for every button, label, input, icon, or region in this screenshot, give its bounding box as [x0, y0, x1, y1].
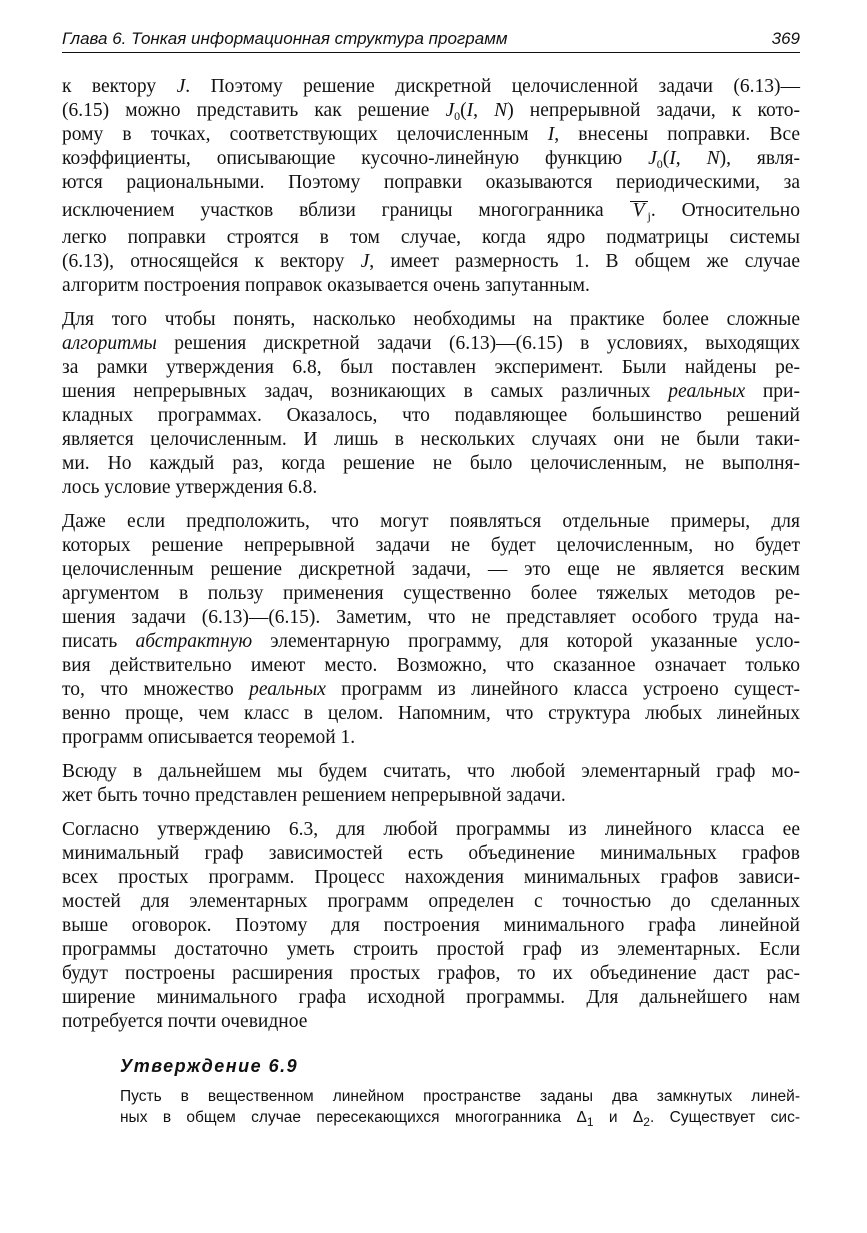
text-line: лось условие утверждения 6.8. [62, 477, 318, 498]
paragraph [62, 308, 800, 500]
text-line: кладных программах. Оказалось, что подавляющее большинство решений [62, 405, 800, 426]
text-line: целочисленным решение дискретной задачи, — это еще не является веским [62, 559, 800, 580]
text-line: алгоритм построения поправок оказывается очень запутанным. [62, 275, 590, 296]
page-number: 369 [771, 29, 800, 48]
text-line: ных в общем случае пересекающихся многогранника $\Delta_1$ и $\Delta_2$. Существует сис- [120, 1109, 800, 1129]
text-line: жет быть точно представлен решением непрерывной задачи. [62, 785, 566, 806]
italic-term: алгоритмы [62, 333, 157, 354]
text-line: то, что множество реальных программ из линейного класса устроено сущест- [62, 679, 800, 700]
text-line: Даже если предположить, что могут появляться отдельные примеры, для [62, 511, 800, 532]
text-line: (6.13), относящейся к вектору J, имеет размерность 1. В общем же случае [62, 251, 800, 272]
text-line: программ описывается теоремой 1. [62, 727, 356, 748]
text-line: которых решение непрерывной задачи не будет целочисленным, но будет [62, 535, 800, 556]
text-line: Для того чтобы понять, насколько необходимы на практике более сложные [62, 309, 800, 330]
text-line: потребуется почти очевидное [62, 1011, 308, 1032]
text-line: программы достаточно уметь строить простой граф из элементарных. Если [62, 939, 800, 960]
text-line: за рамки утверждения 6.8, был поставлен эксперимент. Были найдены ре- [62, 357, 800, 378]
book-page [62, 28, 800, 1128]
text-line: легко поправки строятся в том случае, когда ядро подматрицы системы [62, 227, 800, 248]
italic-term: N [494, 100, 508, 121]
italic-term: I [547, 124, 555, 145]
text-line: венно проще, чем класс в целом. Напомним, что структура любых линейных [62, 703, 800, 724]
text-line: аргументом в пользу применения существенно более тяжелых методов ре- [62, 583, 800, 604]
text-line: минимальный граф зависимостей есть объединение минимальных графов [62, 843, 800, 864]
italic-term: N [706, 148, 720, 169]
text-line: всех простых программ. Процесс нахождения минимальных графов зависи- [62, 867, 800, 888]
text-line: (6.15) можно представить как решение $J_0(I$, N) непрерывной задачи, к кото- [62, 100, 800, 123]
text-line: коэффициенты, описывающие кусочно-линейную функцию $J_0(I$, N), явля- [62, 148, 801, 171]
text-line: к вектору J. Поэтому решение дискретной целочисленной задачи (6.13)— [62, 76, 800, 97]
paragraph [62, 510, 800, 750]
italic-term: реальных [668, 381, 746, 402]
text-line: вия действительно имеют место. Возможно, что сказанное означает только [62, 655, 800, 676]
italic-term: J [648, 148, 657, 169]
paragraph [62, 760, 800, 808]
text-line: будут построены расширения простых графов, то их объединение даст рас- [62, 963, 800, 984]
text-line: Пусть в вещественном линейном пространстве заданы два замкнутых линей- [120, 1088, 800, 1105]
text-line: шения непрерывных задач, возникающих в самых различных реальных при- [62, 381, 800, 402]
text-line: ширение минимального графа исходной программы. Для дальнейшего нам [62, 987, 800, 1008]
subscript: 1 [586, 1115, 594, 1129]
theorem-title: Утверждение 6.9 [120, 1056, 299, 1076]
text-line: алгоритмы решения дискретной задачи (6.13)—(6.15) в условиях, выходящих [62, 333, 800, 354]
text-line: является целочисленным. И лишь в нескольких случаях они не были таки- [62, 429, 800, 450]
chapter-title: Глава 6. Тонкая информационная структура программ [62, 29, 508, 48]
italic-term: реальных [249, 679, 326, 700]
running-head [62, 28, 800, 53]
theorem-text [120, 1086, 800, 1128]
text-line: мостей для элементарных программ определен с точностью до сделанных [62, 891, 800, 912]
text-line: шения задачи (6.13)—(6.15). Заметим, что не представляет особого труда на- [62, 607, 800, 628]
overlined-symbol: V [630, 201, 648, 220]
text-line: исключением участков вблизи границы многогранника V $_j$. Относительно [62, 200, 800, 223]
subscript: j [647, 209, 651, 223]
theorem-block [120, 1054, 800, 1128]
body-text [62, 75, 800, 1034]
subscript: 2 [643, 1115, 650, 1129]
text-line: писать абстрактную элементарную программу, для которой указанные усло- [62, 631, 800, 652]
text-line: рому в точках, соответствующих целочисленным I, внесены поправки. Все [62, 124, 800, 145]
text-line: Всюду в дальнейшем мы будем считать, что любой элементарный граф мо- [62, 761, 800, 782]
text-line: Согласно утверждению 6.3, для любой программы из линейного класса ее [62, 819, 800, 840]
italic-term: J [176, 76, 186, 97]
paragraph [62, 818, 800, 1034]
text-line: ми. Но каждый раз, когда решение не было целочисленным, не выполня- [62, 453, 800, 474]
paragraph [62, 75, 800, 298]
italic-term: I [669, 148, 676, 169]
text-line: ются рациональными. Поэтому поправки оказываются периодическими, за [62, 172, 800, 193]
italic-term: абстрактную [135, 631, 253, 652]
italic-term: J [445, 100, 455, 121]
subscript: 0 [656, 157, 663, 171]
subscript: 0 [454, 109, 461, 123]
italic-term: J [360, 251, 370, 272]
italic-term: I [466, 100, 474, 121]
text-line: выше оговорок. Поэтому для построения минимального графа линейной [62, 915, 800, 936]
